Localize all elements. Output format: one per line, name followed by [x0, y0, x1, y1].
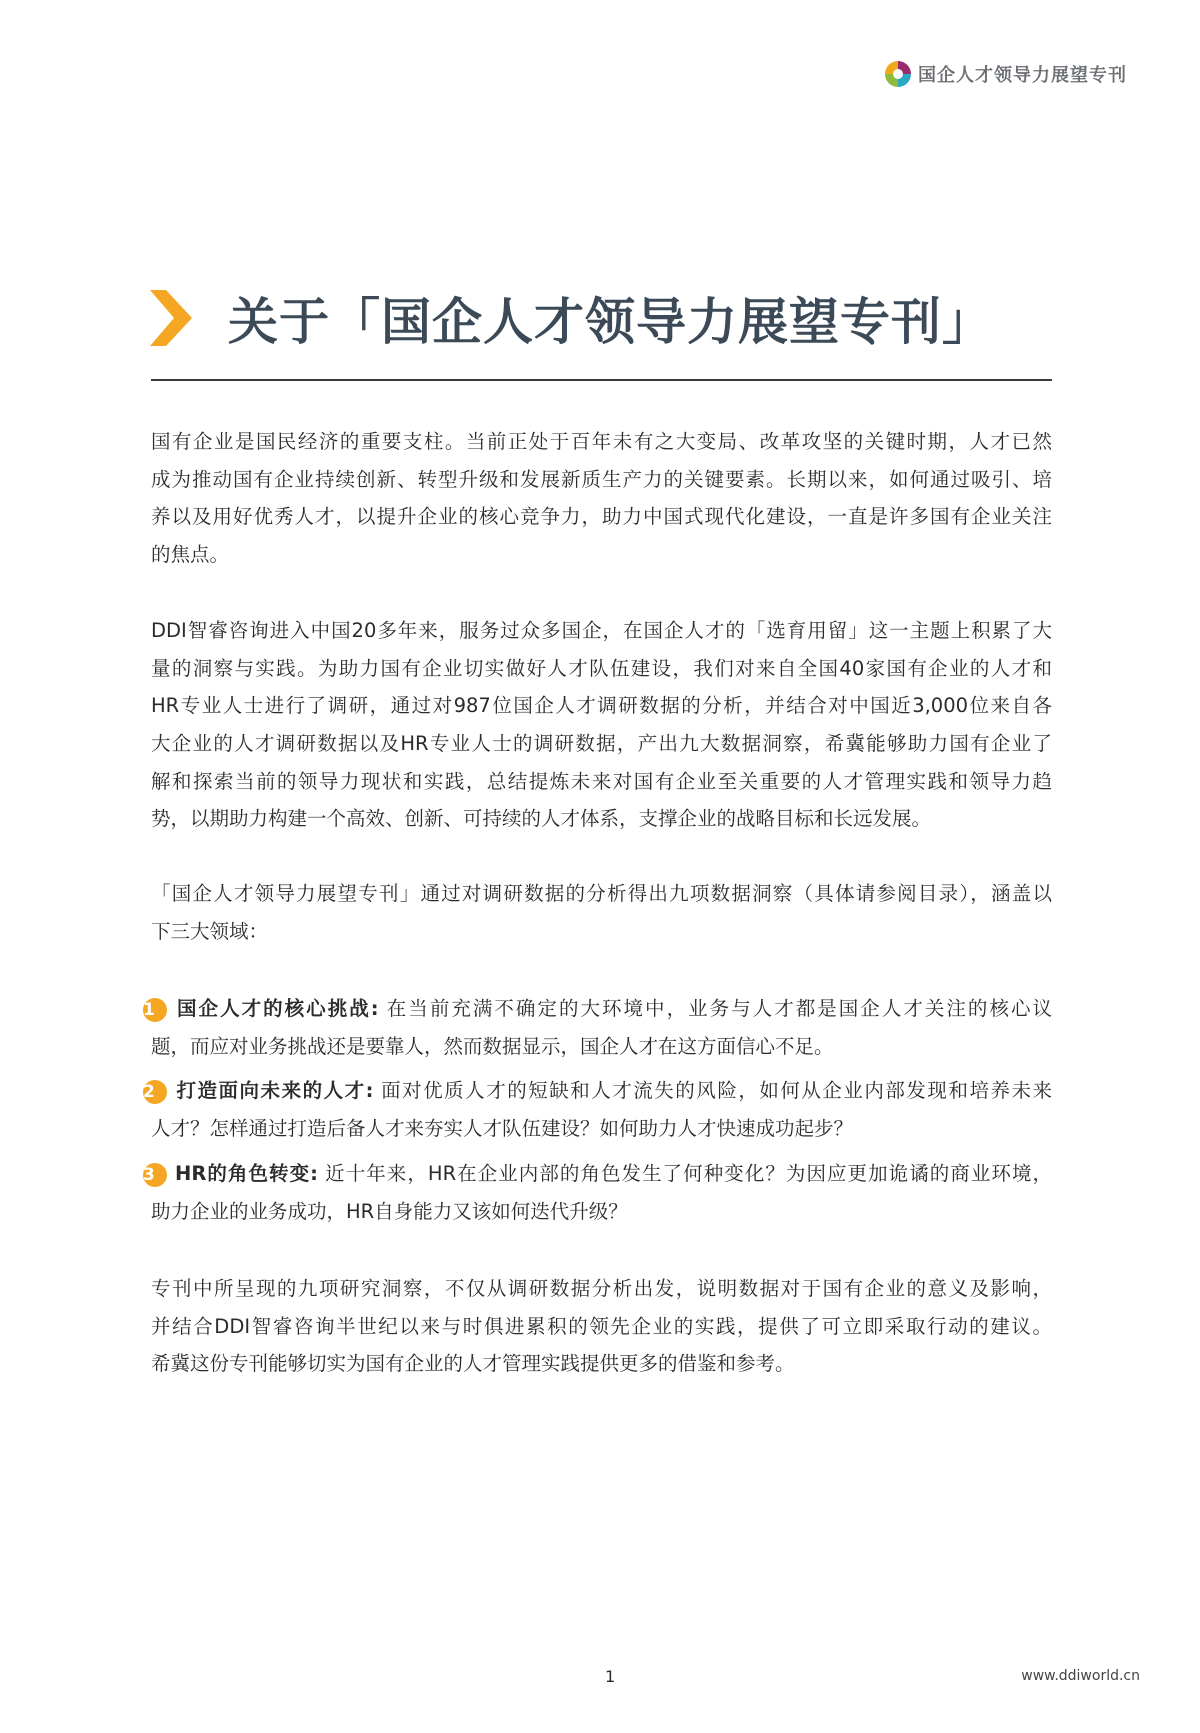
text-line: 养以及用好优秀人才，以提升企业的核心竞争力，助力中国式现代化建设，一直是许多国有企业关注 — [151, 505, 1052, 529]
text-line: HR专业人士进行了调研，通过对987位国企人才调研数据的分析，并结合对中国近3,000位来自各 — [151, 694, 1052, 718]
area-text-cont: 人才？怎样通过打造后备人才来夯实人才队伍建设？如何助力人才快速成功起步？ — [151, 1116, 854, 1140]
area-text: 在当前充满不确定的大环境中，业务与人才都是国企人才关注的核心议 — [378, 997, 1052, 1020]
number-badge-icon: 3 — [143, 1163, 167, 1187]
number-badge-icon: 2 — [143, 1080, 167, 1104]
text-line: 希冀这份专刊能够切实为国有企业的人才管理实践提供更多的借鉴和参考。 — [151, 1352, 795, 1376]
text-line: 下三大领域： — [151, 919, 269, 943]
area-item-2 — [143, 1072, 1052, 1147]
text-line: 解和探索当前的领导力现状和实践，总结提炼未来对国有企业至关重要的人才管理实践和领导力趋 — [151, 769, 1052, 793]
ddi-paragraph — [151, 612, 1052, 838]
text-line: 量的洞察与实践。为助力国有企业切实做好人才队伍建设，我们对来自全国40家国有企业的人才和 — [151, 656, 1052, 680]
closing-paragraph — [151, 1270, 1052, 1383]
intro-paragraph — [151, 423, 1052, 574]
area-text: 近十年来，HR在企业内部的角色发生了何种变化？为因应更加诡谲的商业环境， — [317, 1162, 1052, 1185]
text-line: 成为推动国有企业持续创新、转型升级和发展新质生产力的关键要素。长期以来，如何通过吸引、培 — [151, 467, 1052, 491]
number-badge-icon: 1 — [143, 998, 167, 1022]
text-line: DDI智睿咨询进入中国20多年来，服务过众多国企，在国企人才的「选育用留」这一主题上积累了大 — [151, 619, 1052, 642]
footer-url: www.ddiworld.cn — [1021, 1668, 1140, 1684]
title-block — [150, 282, 993, 354]
scope-paragraph — [151, 875, 1052, 950]
area-label: 国企人才的核心挑战: — [175, 997, 379, 1020]
text-line: 大企业的人才调研数据以及HR专业人士的调研数据，产出九大数据洞察，希冀能够助力国有企业了 — [151, 732, 1052, 756]
area-label: 打造面向未来的人才: — [175, 1079, 374, 1102]
title-divider — [151, 379, 1052, 381]
running-header — [884, 60, 1127, 88]
chevron-right-icon — [150, 290, 192, 346]
text-line: 国有企业是国民经济的重要支柱。当前正处于百年未有之大变局、改革攻坚的关键时期，人才已然 — [151, 430, 1052, 453]
text-line: 「国企人才领导力展望专刊」通过对调研数据的分析得出九项数据洞察（具体请参阅目录），涵盖以 — [151, 882, 1052, 905]
area-item-1 — [143, 990, 1052, 1065]
text-line: 的焦点。 — [151, 543, 230, 567]
page-title: 关于「国企人才领导力展望专刊」 — [228, 293, 993, 351]
area-text-cont: 题，而应对业务挑战还是要靠人，然而数据显示，国企人才在这方面信心不足。 — [151, 1034, 834, 1058]
area-text: 面对优质人才的短缺和人才流失的风险，如何从企业内部发现和培养未来 — [373, 1079, 1052, 1102]
area-text-cont: 助力企业的业务成功，HR自身能力又该如何迭代升级？ — [151, 1199, 628, 1223]
text-line: 专刊中所呈现的九项研究洞察，不仅从调研数据分析出发，说明数据对于国有企业的意义及影响， — [151, 1277, 1052, 1300]
area-label: HR的角色转变: — [175, 1162, 318, 1185]
text-line: 势，以期助力构建一个高效、创新、可持续的人才体系，支撑企业的战略目标和长远发展。 — [151, 807, 932, 831]
publication-name: 国企人才领导力展望专刊 — [918, 65, 1127, 86]
text-line: 并结合DDI智睿咨询半世纪以来与时俱进累积的领先企业的实践，提供了可立即采取行动的建议。 — [151, 1314, 1052, 1338]
page-number: 1 — [605, 1667, 616, 1686]
ddi-logo-icon — [884, 60, 912, 88]
area-item-3 — [143, 1155, 1052, 1230]
